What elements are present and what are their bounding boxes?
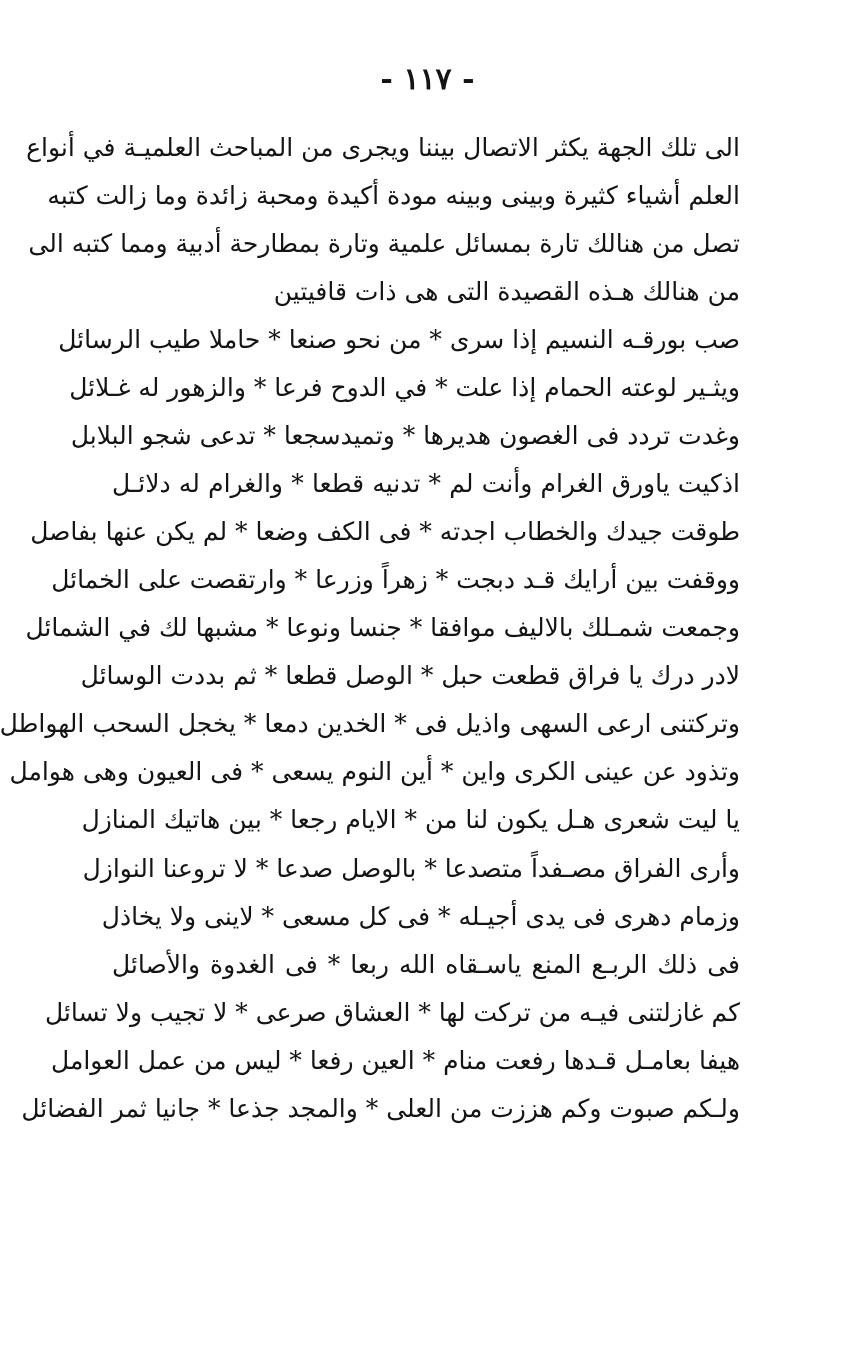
poem-verse: وغدت تردد فى الغصون هديرها * وتميدسجعا * تدعى شجو البلابل — [70, 421, 740, 451]
poem-verse: هيفا بعامـل قـدها رفعت منام * العين رفعا * ليس من عمل العوامل — [51, 1045, 740, 1075]
poem-verse: كم غازلتنى فيـه من تركت لها * العشاق صرعى * لا تجيب ولا تسائل — [44, 997, 740, 1027]
poem — [0, 316, 740, 1133]
poem-verse: ويثـير لوعته الحمام إذا علت * في الدوح فرعا * والزهور له غـلائل — [69, 373, 740, 403]
prose-line: تصل من هنالك تارة بمسائل علمية وتارة بمطارحة أدبية ومما كتبه الى — [28, 229, 740, 258]
poem-verse: ولـكم صبوت وكم هززت من العلى * والمجد جذعا * جانيا ثمر الفضائل — [21, 1093, 740, 1123]
poem-verse: اذكيت ياورق الغرام وأنت لم * تدنيه قطعا * والغرام له دلائـل — [112, 469, 740, 499]
poem-verse: وأرى الفراق مصـفداً متصدعا * بالوصل صدعا * لا تروعنا النوازل — [82, 853, 740, 883]
poem-verse: صب بورقـه النسيم إذا سرى * من نحو صنعا * حاملا طيب الرسائل — [58, 325, 740, 354]
poem-verse: طوقت جيدك والخطاب اجدته * فى الكف وضعا * لم يكن عنها بفاصل — [30, 517, 740, 547]
poem-verse: وجمعت شمـلك بالاليف موافقا * جنسا ونوعا * مشبها لك في الشمائل — [25, 613, 740, 643]
poem-verse: وزمام دهرى فى يدى أجيـله * فى كل مسعى * لاينى ولا يخاذل — [101, 901, 740, 931]
poem-verse: لادر درك يا فراق قطعت حبل * الوصل قطعا * ثم بددت الوسائل — [80, 661, 740, 691]
poem-verse: وتذود عن عينى الكرى واين * أين النوم يسعى * فى العيون وهى هوامل — [9, 757, 740, 787]
prose-line: من هنالك هـذه القصيدة التى هى ذات قافيتين — [273, 277, 740, 306]
prose-line: الى تلك الجهة يكثر الاتصال بيننا ويجرى من المباحث العلميـة في أنواع — [26, 133, 740, 162]
prose-paragraph — [26, 124, 740, 316]
page-number: - ١١٧ - — [380, 62, 475, 97]
poem-verse: فى ذلك الربـع المنع ياسـقاه الله ربعا * فى الغدوة والأصائل — [112, 949, 740, 979]
poem-verse: ووقفت بين أرايك قـد دبجت * زهراً وزرعا * وارتقصت على الخمائل — [51, 565, 740, 595]
prose-line: العلم أشياء كثيرة وبينى وبينه مودة أكيدة ومحبة زائدة وما زالت كتبه — [47, 181, 740, 210]
poem-verse: وتركتنى ارعى السهى واذيل فى * الخدين دمعا * يخجل السحب الهواطل — [0, 709, 740, 739]
poem-verse: يا ليت شعرى هـل يكون لنا من * الايام رجعا * بين هاتيك المنازل — [81, 805, 740, 835]
